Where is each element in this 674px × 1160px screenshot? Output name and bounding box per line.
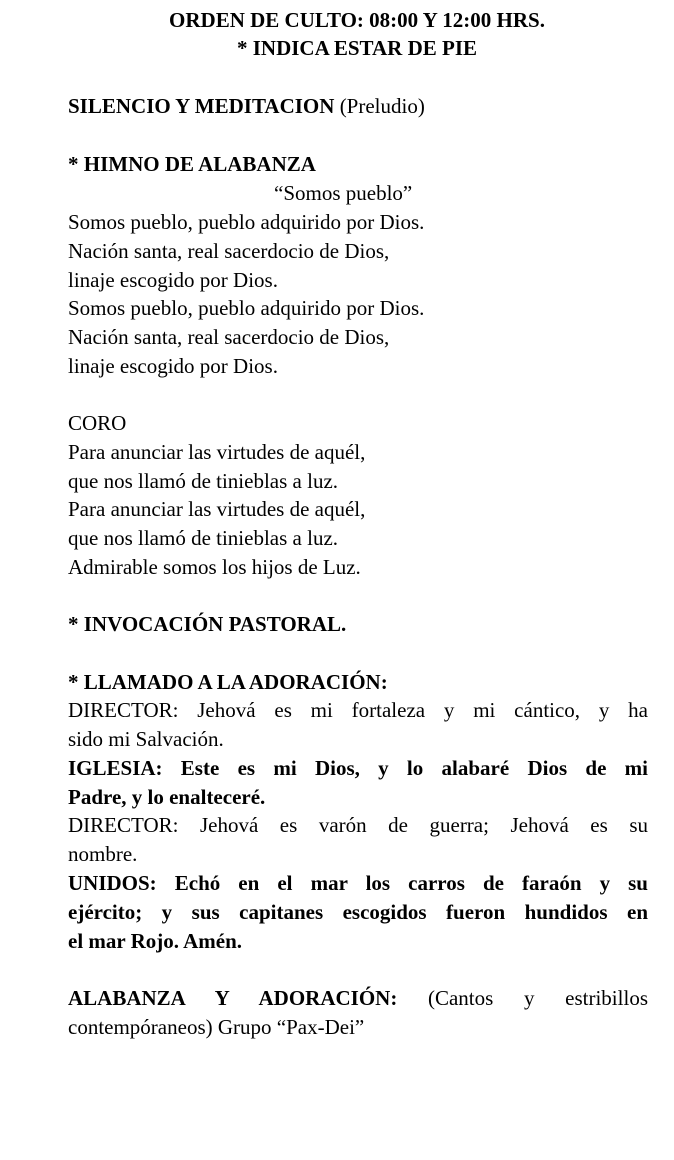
verse-line: Somos pueblo, pueblo adquirido por Dios. xyxy=(68,210,425,234)
invocacion-heading: * INVOCACIÓN PASTORAL. xyxy=(68,612,347,636)
coro-line: Admirable somos los hijos de Luz. xyxy=(68,555,361,579)
unidos-response: UNIDOS: Echó en el mar los carros de faraón y su xyxy=(68,871,648,895)
himno-heading: * HIMNO DE ALABANZA xyxy=(68,152,316,176)
director-line-1-cont: sido mi Salvación. xyxy=(68,727,224,751)
verse-line: Nación santa, real sacerdocio de Dios, xyxy=(68,239,390,263)
llamado-heading: * LLAMADO A LA ADORACIÓN: xyxy=(68,670,388,694)
silencio-heading: SILENCIO Y MEDITACION xyxy=(68,94,335,118)
himno-title: “Somos pueblo” xyxy=(274,181,413,205)
header-subtitle: * INDICA ESTAR DE PIE xyxy=(237,36,477,60)
alabanza-note-cont: contempóraneos) Grupo “Pax-Dei” xyxy=(68,1015,365,1039)
alabanza-section xyxy=(68,986,648,1010)
coro-line: Para anunciar las virtudes de aquél, xyxy=(68,497,366,521)
alabanza-note: (Cantos y estribillos xyxy=(427,986,648,1010)
unidos-response-end: el mar Rojo. Amén. xyxy=(68,929,242,953)
director-line-2-cont: nombre. xyxy=(68,842,138,866)
director-line-1: DIRECTOR: Jehová es mi fortaleza y mi cántico, y ha xyxy=(68,698,648,722)
verse-line: Nación santa, real sacerdocio de Dios, xyxy=(68,325,390,349)
iglesia-response: IGLESIA: Este es mi Dios, y lo alabaré Dios de mi xyxy=(68,756,648,780)
coro-line: que nos llamó de tinieblas a luz. xyxy=(68,469,339,493)
iglesia-response-cont: Padre, y lo enalteceré. xyxy=(68,785,266,809)
verse-line: linaje escogido por Dios. xyxy=(68,268,278,292)
verse-line: linaje escogido por Dios. xyxy=(68,354,278,378)
verse-line: Somos pueblo, pueblo adquirido por Dios. xyxy=(68,296,425,320)
director-line-2: DIRECTOR: Jehová es varón de guerra; Jehová es su xyxy=(68,813,648,837)
unidos-response-cont: ejército; y sus capitanes escogidos fueron hundidos en xyxy=(68,900,648,924)
header-title: ORDEN DE CULTO: 08:00 Y 12:00 HRS. xyxy=(169,8,545,32)
coro-label: CORO xyxy=(68,411,127,435)
silencio-section xyxy=(68,94,425,118)
alabanza-heading: ALABANZA Y ADORACIÓN: xyxy=(68,986,398,1010)
coro-line: Para anunciar las virtudes de aquél, xyxy=(68,440,366,464)
silencio-note: (Preludio) xyxy=(339,94,425,118)
coro-line: que nos llamó de tinieblas a luz. xyxy=(68,526,339,550)
